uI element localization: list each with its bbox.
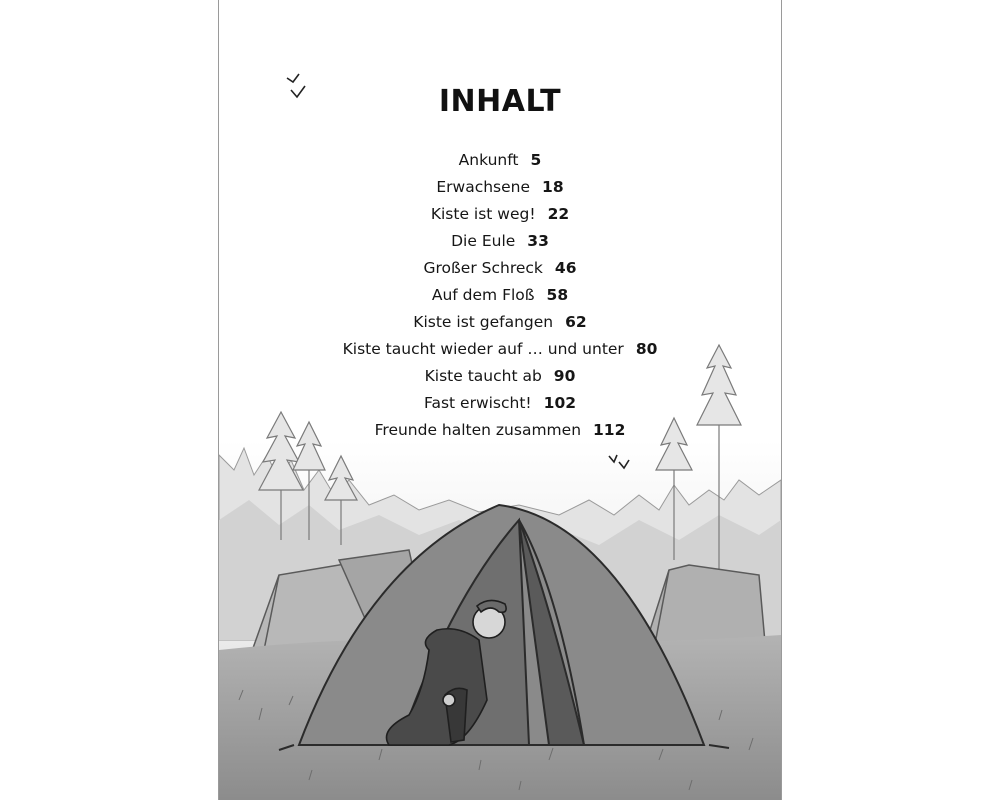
page-number: 18 — [542, 178, 564, 196]
page-number: 80 — [635, 340, 658, 358]
chapter-title: Die Eule — [451, 232, 516, 250]
chapter-title: Freunde halten zusammen — [374, 421, 582, 439]
page-number: 5 — [530, 151, 542, 169]
chapter-title: Kiste taucht ab — [424, 367, 542, 385]
toc-entry — [219, 364, 781, 391]
chapter-title: Fast erwischt! — [423, 394, 532, 412]
toc-entry — [219, 337, 781, 364]
page-number: 33 — [527, 232, 549, 250]
toc-entry — [219, 283, 781, 310]
page-number: 58 — [546, 286, 569, 304]
chapter-title: Auf dem Floß — [431, 286, 535, 304]
toc-entry — [219, 229, 781, 256]
page-number: 112 — [593, 421, 626, 439]
page-number: 102 — [543, 394, 577, 412]
table-of-contents — [219, 148, 781, 445]
page-number: 46 — [554, 259, 577, 277]
chapter-title: Kiste taucht wieder auf … und unter — [342, 340, 624, 358]
page-number: 62 — [565, 313, 587, 331]
toc-entry — [219, 175, 781, 202]
chapter-title: Ankunft — [458, 151, 519, 169]
chapter-title: Großer Schreck — [423, 259, 543, 277]
toc-entry — [219, 256, 781, 283]
page-number: 90 — [553, 367, 576, 385]
chapter-title: Kiste ist gefangen — [413, 313, 554, 331]
toc-entry — [219, 202, 781, 229]
chapter-title: Kiste ist weg! — [430, 205, 536, 223]
toc-entry — [219, 310, 781, 337]
toc-entry — [219, 391, 781, 418]
page-title: INHALT — [438, 84, 562, 119]
chapter-title: Erwachsene — [436, 178, 531, 196]
page-number: 22 — [547, 205, 570, 223]
book-page — [218, 0, 782, 800]
toc-entry — [219, 148, 781, 175]
toc-entry — [219, 418, 781, 445]
